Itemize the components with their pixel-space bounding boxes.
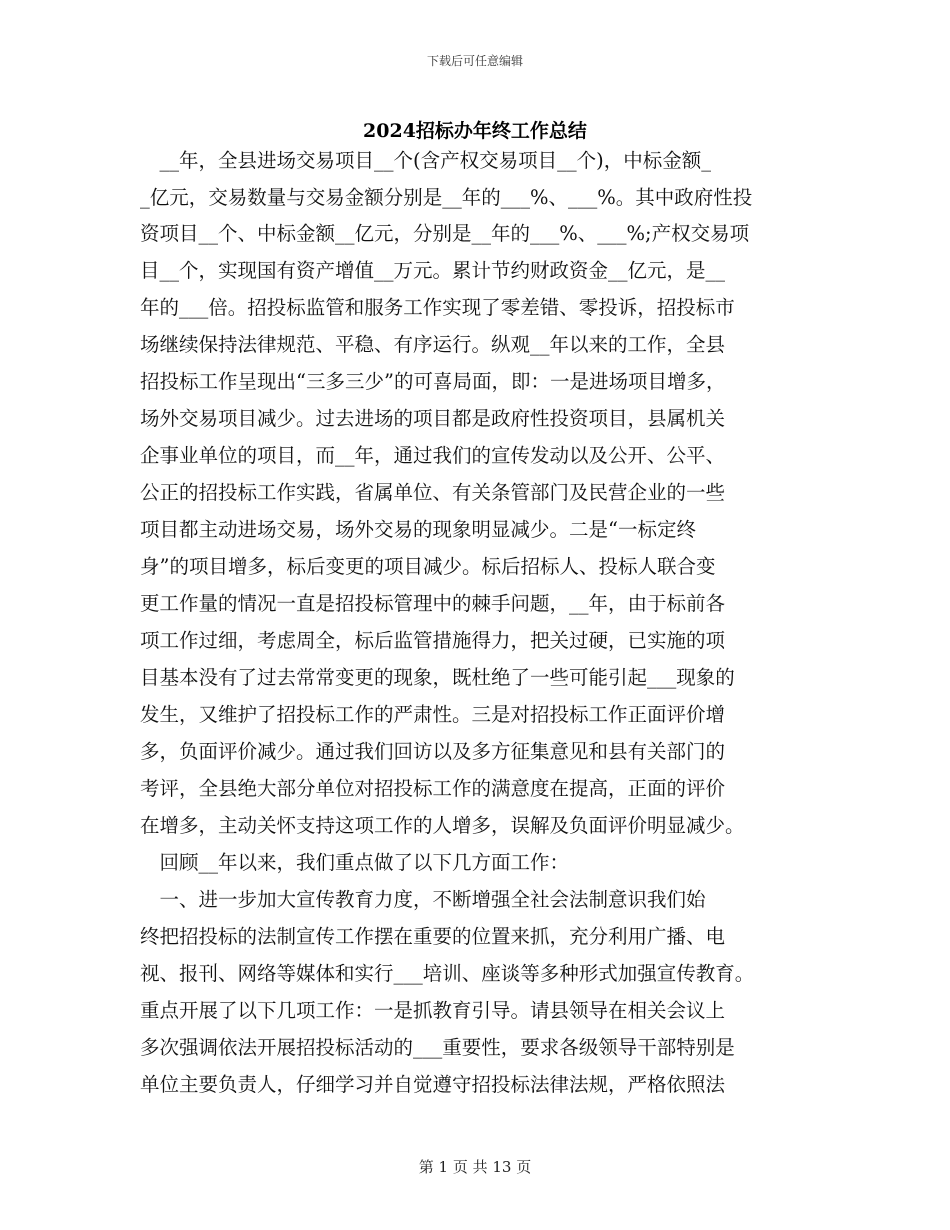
text-line: 一、进一步加大宣传教育力度，不断增强全社会法制意识我们始 bbox=[140, 888, 706, 911]
text-line: 更工作量的情况一直是招投标管理中的棘手问题，__年，由于标前各 bbox=[140, 592, 726, 615]
text-line: 场继续保持法律规范、平稳、有序运行。纵观__年以来的工作，全县 bbox=[140, 333, 726, 356]
document-title: 2024招标办年终工作总结 bbox=[363, 120, 587, 142]
text-line: 目__个，实现国有资产增值__万元。累计节约财政资金__亿元，是__ bbox=[140, 259, 726, 282]
page-footer: 第 1 页 共 13 页 bbox=[418, 1158, 532, 1176]
text-line: 重点开展了以下几项工作：一是抓教育引导。请县领导在相关会议上 bbox=[140, 999, 726, 1022]
text-line: 在增多，主动关怀支持这项工作的人增多，误解及负面评价明显减少。 bbox=[140, 814, 745, 837]
text-line: __年，全县进场交易项目__个(含产权交易项目__个)，中标金额_ bbox=[140, 149, 711, 172]
text-line: 多，负面评价减少。通过我们回访以及多方征集意见和县有关部门的 bbox=[140, 740, 726, 763]
text-line: 视、报刊、网络等媒体和实行___培训、座谈等多种形式加强宣传教育。 bbox=[140, 962, 755, 985]
text-line: 年的___倍。招投标监管和服务工作实现了零差错、零投诉，招投标市 bbox=[140, 296, 735, 319]
text-line: 项工作过细，考虑周全，标后监管措施得力，把关过硬，已实施的项 bbox=[140, 629, 726, 652]
text-line: 资项目__个、中标金额__亿元，分别是__年的___%、___%;产权交易项 bbox=[140, 222, 750, 245]
text-line: 考评，全县绝大部分单位对招投标工作的满意度在提高，正面的评价 bbox=[140, 777, 726, 800]
text-line: 目基本没有了过去常常变更的现象，既杜绝了一些可能引起___现象的 bbox=[140, 666, 735, 689]
text-line: 多次强调依法开展招投标活动的___重要性，要求各级领导干部特别是 bbox=[140, 1036, 735, 1059]
text-line: 公正的招投标工作实践，省属单位、有关条管部门及民营企业的一些 bbox=[140, 481, 726, 504]
text-line: 发生，又维护了招投标工作的严肃性。三是对招投标工作正面评价增 bbox=[140, 703, 726, 726]
text-line: 身”的项目增多，标后变更的项目减少。标后招标人、投标人联合变 bbox=[140, 555, 716, 578]
text-line: 单位主要负责人，仔细学习并自觉遵守招投标法律法规，严格依照法 bbox=[140, 1073, 726, 1096]
text-line: 终把招投标的法制宣传工作摆在重要的位置来抓，充分利用广播、电 bbox=[140, 925, 726, 948]
header-note: 下载后可任意编辑 bbox=[426, 54, 523, 68]
text-line: 回顾__年以来，我们重点做了以下几方面工作： bbox=[140, 851, 570, 874]
text-line: 场外交易项目减少。过去进场的项目都是政府性投资项目，县属机关 bbox=[140, 407, 726, 430]
text-line: _亿元，交易数量与交易金额分别是__年的___%、___%。其中政府性投 bbox=[140, 186, 753, 209]
text-line: 企事业单位的项目，而__年，通过我们的宣传发动以及公开、公平、 bbox=[140, 444, 726, 467]
text-line: 招投标工作呈现出“三多三少”的可喜局面，即：一是进场项目增多， bbox=[140, 370, 726, 393]
text-line: 项目都主动进场交易，场外交易的现象明显减少。二是“一标定终 bbox=[140, 518, 696, 541]
